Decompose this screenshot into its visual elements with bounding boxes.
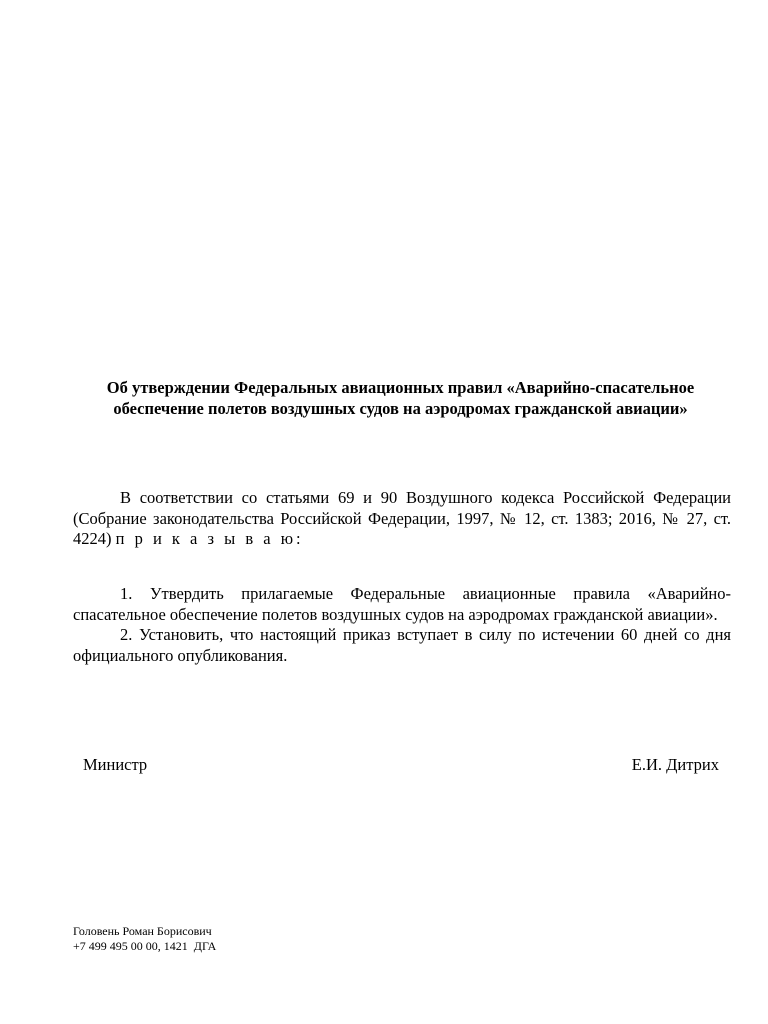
- document-title: [70, 377, 731, 419]
- contact-name: Головень Роман Борисович: [73, 924, 212, 938]
- preamble-text: В соответствии со статьями 69 и 90 Воздушного кодекса Российской Федерации (Собрание законодательства Российской Федерации, 1997, № 12, ст. 1383; 2016, № 27, ст. 4224): [73, 488, 731, 548]
- signature-name: Е.И. Дитрих: [631, 755, 719, 774]
- preamble-paragraph: [73, 488, 731, 550]
- order-item-2: 2. Установить, что настоящий приказ вступает в силу по истечении 60 дней со дня официального опубликования.: [73, 625, 731, 665]
- contact-phone: +7 499 495 00 00, 1421 ДГА: [73, 939, 217, 953]
- order-item-1: 1. Утвердить прилагаемые Федеральные авиационные правила «Аварийно-спасательное обеспечение полетов воздушных судов на аэродромах гражданской авиации».: [73, 584, 731, 624]
- document-title-line-2: обеспечение полетов воздушных судов на аэродромах гражданской авиации»: [113, 399, 688, 418]
- order-items: [73, 584, 731, 666]
- footer-contact: [73, 924, 216, 954]
- signature-position: Министр: [83, 755, 148, 774]
- order-word: п р и к а з ы в а ю: [115, 529, 297, 548]
- document-title-line-1: Об утверждении Федеральных авиационных правил «Аварийно-спасательное: [106, 378, 695, 397]
- preamble-colon: :: [296, 529, 301, 548]
